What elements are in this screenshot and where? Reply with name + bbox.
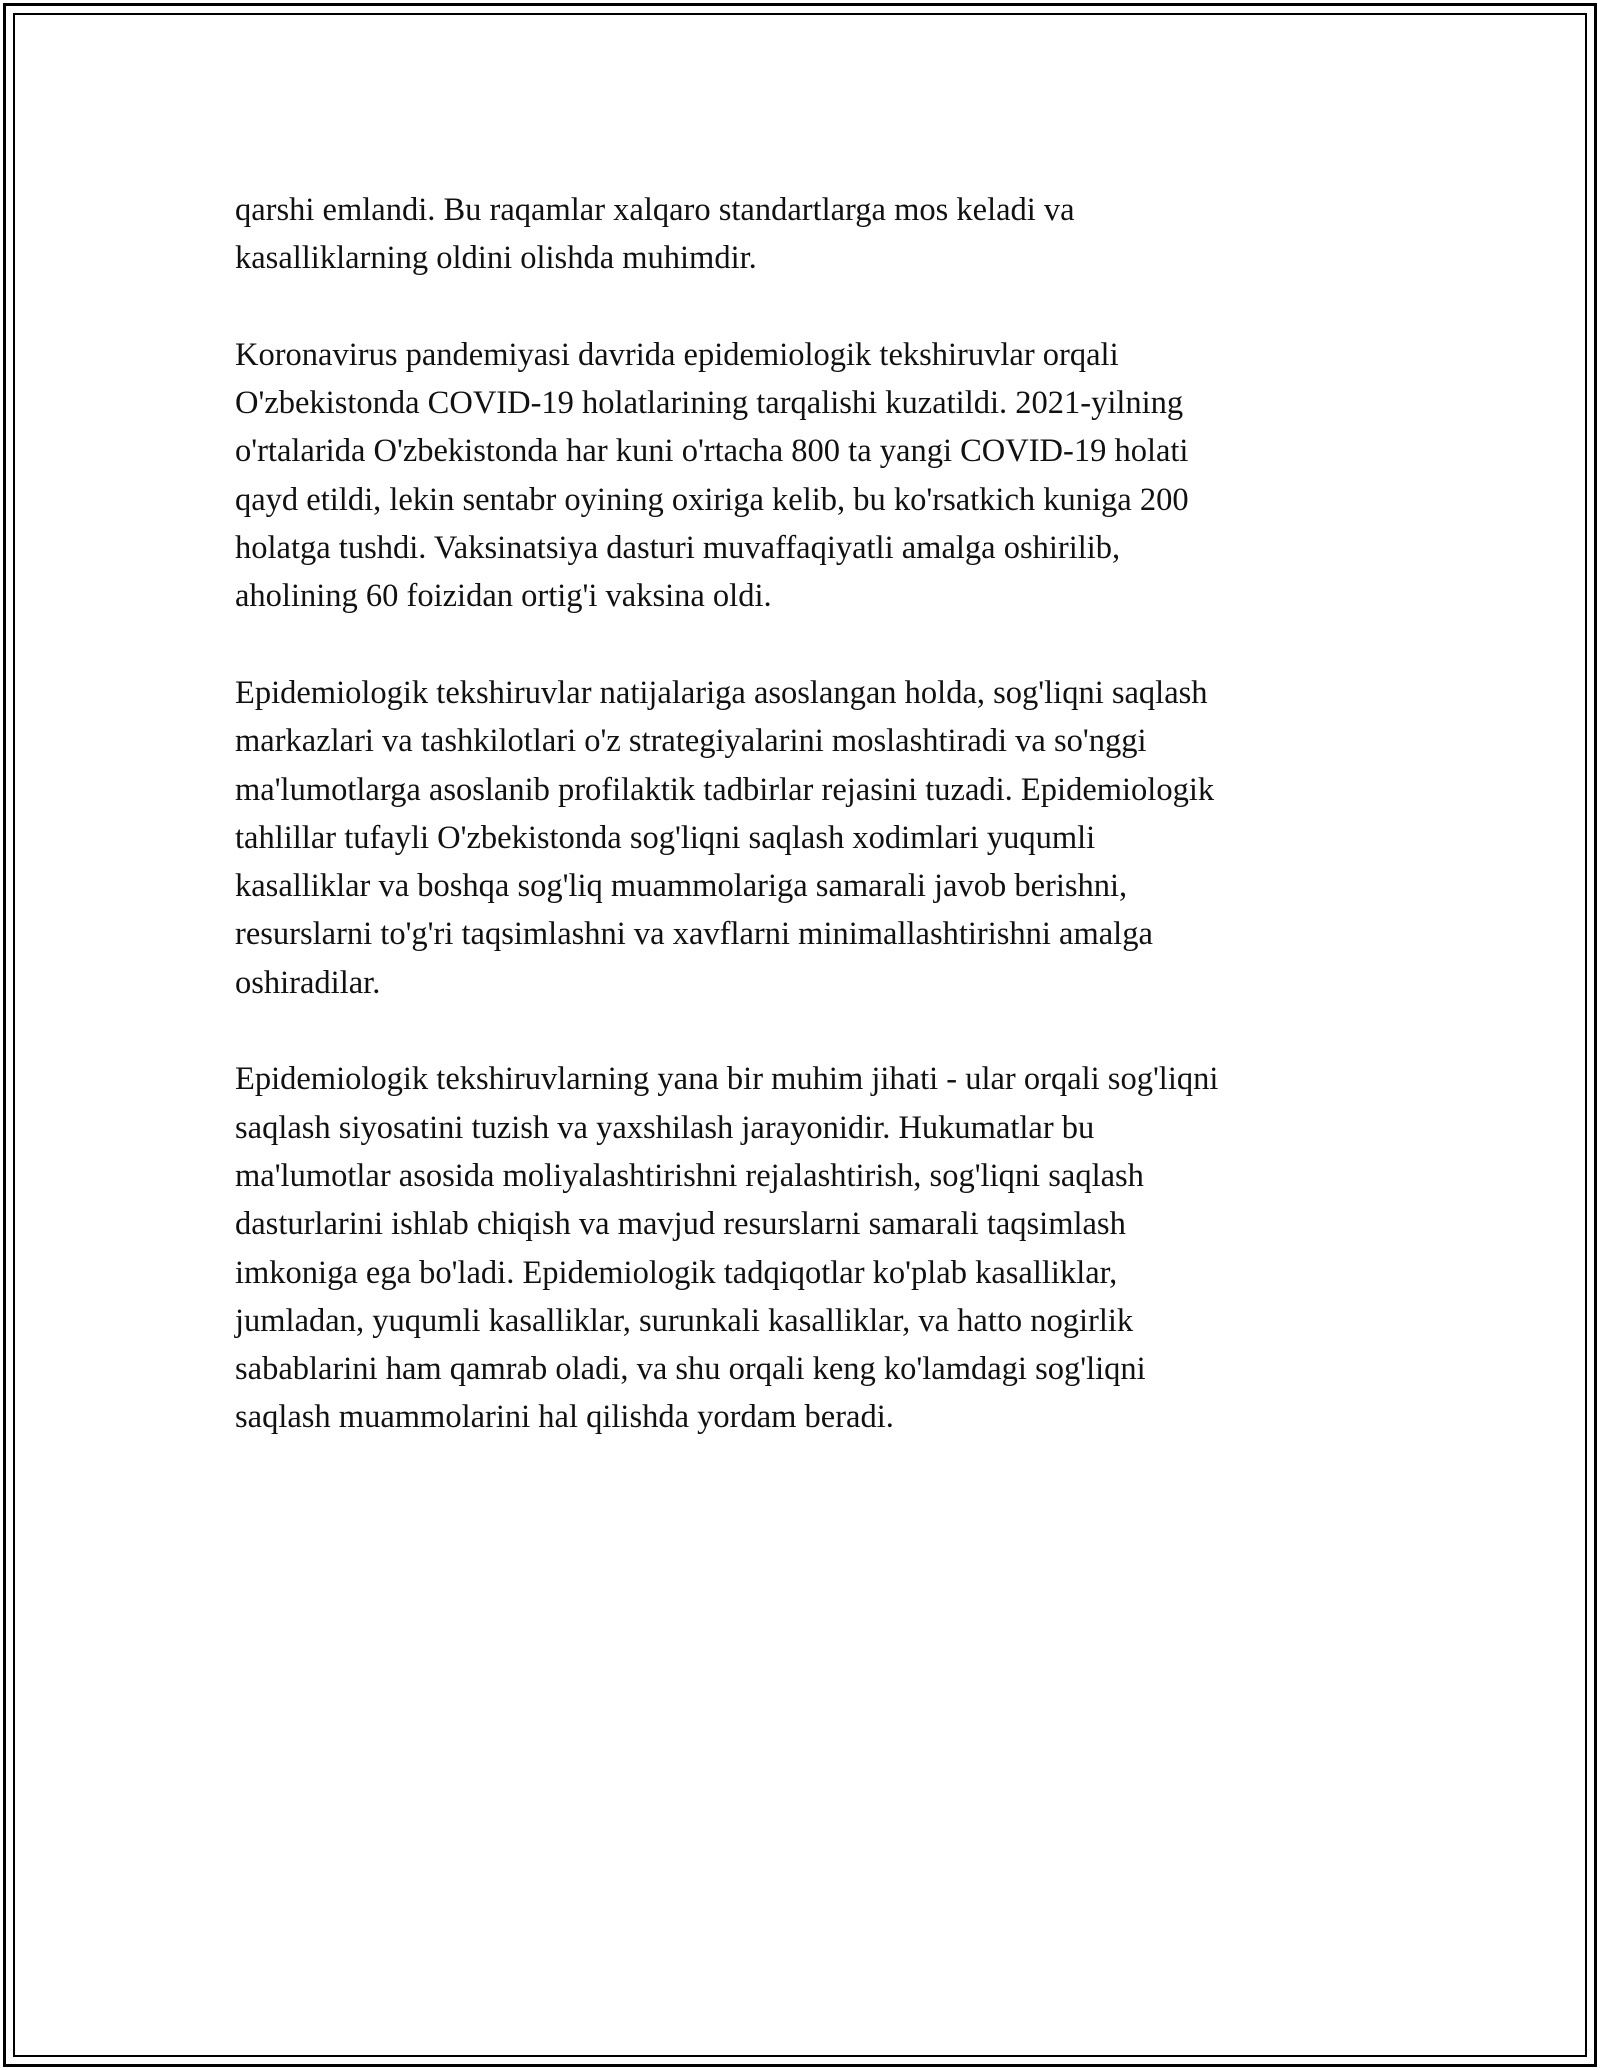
text-line: aholining 60 foizidan ortig'i vaksina oldi. — [235, 578, 772, 615]
paragraph-4 — [235, 1055, 1365, 1441]
text-line: qayd etildi, lekin sentabr oyining oxiriga kelib, bu ko'rsatkich kuniga 200 — [235, 481, 1189, 518]
document-body — [235, 186, 1365, 1490]
text-line: kasalliklarning oldini olishda muhimdir. — [235, 240, 757, 277]
text-line: tahlillar tufayli O'zbekistonda sog'liqni saqlash xodimlari yuqumli — [235, 819, 1096, 856]
text-line: markazlari va tashkilotlari o'z strategiyalarini moslashtiradi va so'nggi — [235, 723, 1147, 760]
text-line: dasturlarini ishlab chiqish va mavjud resurslarni samarali taqsimlash — [235, 1206, 1126, 1243]
text-line: kasalliklar va boshqa sog'liq muammolariga samarali javob berishni, — [235, 868, 1128, 905]
text-line: ma'lumotlar asosida moliyalashtirishni rejalashtirish, sog'liqni saqlash — [235, 1157, 1144, 1194]
paragraph-1 — [235, 186, 1365, 283]
text-line: saqlash muammolarini hal qilishda yordam beradi. — [235, 1399, 894, 1436]
text-line: imkoniga ega bo'ladi. Epidemiologik tadqiqotlar ko'plab kasalliklar, — [235, 1254, 1118, 1291]
text-line: holatga tushdi. Vaksinatsiya dasturi muvaffaqiyatli amalga oshirilib, — [235, 530, 1121, 567]
text-line: Epidemiologik tekshiruvlarning yana bir muhim jihati - ular orqali sog'liqni — [235, 1061, 1219, 1098]
text-line: o'rtalarida O'zbekistonda har kuni o'rtacha 800 ta yangi COVID-19 holati — [235, 433, 1189, 470]
text-line: O'zbekistonda COVID-19 holatlarining tarqalishi kuzatildi. 2021-yilning — [235, 385, 1184, 422]
text-line: saqlash siyosatini tuzish va yaxshilash jarayonidir. Hukumatlar bu — [235, 1109, 1095, 1146]
text-line: jumladan, yuqumli kasalliklar, surunkali kasalliklar, va hatto nogirlik — [235, 1302, 1134, 1339]
text-line: Epidemiologik tekshiruvlar natijalariga asoslangan holda, sog'liqni saqlash — [235, 674, 1208, 711]
text-line: qarshi emlandi. Bu raqamlar xalqaro standartlarga mos keladi va — [235, 192, 1075, 228]
text-line: sabablarini ham qamrab oladi, va shu orqali keng ko'lamdagi sog'liqni — [235, 1351, 1146, 1388]
text-line: Koronavirus pandemiyasi davrida epidemiologik tekshiruvlar orqali — [235, 336, 1119, 373]
text-line: oshiradilar. — [235, 964, 381, 1001]
text-line: resurslarni to'g'ri taqsimlashni va xavflarni minimallashtirishni amalga — [235, 916, 1153, 953]
text-line: ma'lumotlarga asoslanib profilaktik tadbirlar rejasini tuzadi. Epidemiologik — [235, 771, 1215, 808]
paragraph-3 — [235, 669, 1365, 1007]
paragraph-2 — [235, 331, 1365, 621]
